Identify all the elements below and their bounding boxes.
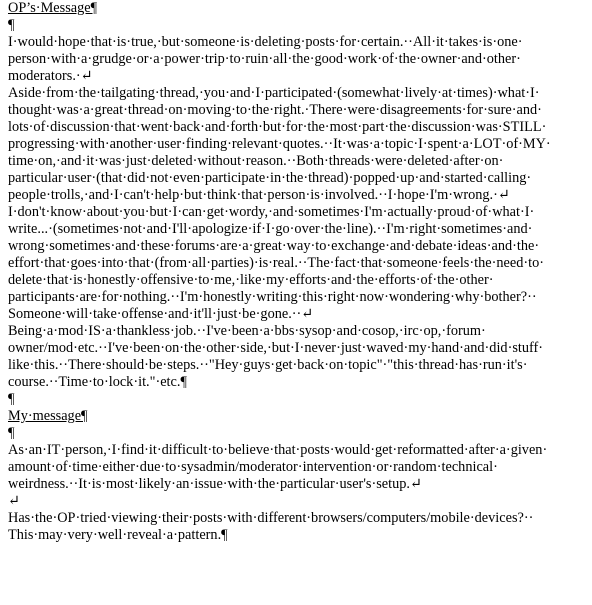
document-line: ¶ — [8, 425, 15, 441]
document-line: like·this.··There·should·be·steps.··"Hey·guys·get·back·on·topic"·"this·thread·has·run·it's· — [8, 357, 528, 373]
document-line: people·trolls,·and·I·can't·help·but·think·that·person·is·involved.··I·hope·I'm·wrong.·↵ — [8, 187, 510, 203]
document-line: wrong·sometimes·and·these·forums·are·a·great·way·to·exchange·and·debate·ideas·and·the· — [8, 238, 540, 254]
document-line: Someone·will·take·offense·and·it'll·just·be·gone.··↵ — [8, 306, 314, 322]
document-line: write...·(sometimes·not·and·I'll·apologize·if·I·go·over·the·line).··I'm·right·sometimes·and· — [8, 221, 533, 237]
my-message-heading: My·message¶ — [8, 408, 88, 424]
document-line: person·with·a·grudge·or·a·power·trip·to·ruin·all·the·good·work·of·the·owner·and·other· — [8, 51, 521, 67]
document-line: weirdness.··It·is·most·likely·an·issue·with·the·particular·user's·setup.↵ — [8, 476, 422, 492]
my-message-body — [8, 425, 588, 544]
document-line: participants·are·for·nothing.··I'm·honestly·writing·this·right·now·wondering·why·bother?·· — [8, 289, 537, 305]
document-line: lots·of·discussion·that·went·back·and·forth·but·for·the·most·part·the·discussion·was·STILL· — [8, 119, 547, 135]
document-line: effort·that·goes·into·that·(from·all·parties)·is·real.··The·fact·that·someone·feels·the·need·to· — [8, 255, 544, 271]
document-line: thought·was·a·great·thread·on·moving·to·the·right.·There·were·disagreements·for·sure·and· — [8, 102, 542, 118]
document-line: ¶ — [8, 17, 15, 33]
document-line: course.··Time·to·lock·it."·etc.¶ — [8, 374, 187, 390]
document-page[interactable] — [8, 0, 588, 544]
document-line: I·don't·know·about·you·but·I·can·get·wordy,·and·sometimes·I'm·actually·proud·of·what·I· — [8, 204, 535, 220]
document-line: ↵ — [8, 493, 20, 509]
document-line: time·on,·and·it·was·just·deleted·without·reason.··Both·threads·were·deleted·after·on· — [8, 153, 504, 169]
document-line: Aside·from·the·tailgating·thread,·you·and·I·participated·(somewhat·lively·at·times)·what·I· — [8, 85, 540, 101]
document-line: As·an·IT·person,·I·find·it·difficult·to·believe·that·posts·would·get·reformatted·after·a·given· — [8, 442, 548, 458]
document-line: owner/mod·etc.··I've·been·on·the·other·side,·but·I·never·just·waved·my·hand·and·did·stuff· — [8, 340, 544, 356]
document-line: Has·the·OP·tried·viewing·their·posts·with·different·browsers/computers/mobile·devices?·· — [8, 510, 534, 526]
document-line: This·may·very·well·reveal·a·pattern.¶ — [8, 527, 228, 543]
document-line: particular·user·(that·did·not·even·participate·in·the·thread)·popped·up·and·started·calling· — [8, 170, 532, 186]
op-message-body — [8, 17, 588, 408]
op-heading: OP’s·Message¶ — [8, 0, 98, 16]
document-line: I·would·hope·that·is·true,·but·someone·is·deleting·posts·for·certain.··All·it·takes·is·one· — [8, 34, 523, 50]
document-line: progressing·with·another·user·finding·relevant·quotes.··It·was·a·topic·I·spent·a·LOT·of·MY· — [8, 136, 551, 152]
document-line: delete·that·is·honestly·offensive·to·me,·like·my·efforts·and·the·efforts·of·the·other· — [8, 272, 494, 288]
document-line: amount·of·time·either·due·to·sysadmin/moderator·intervention·or·random·technical· — [8, 459, 498, 475]
document-line: moderators.·↵ — [8, 68, 93, 84]
document-line: ¶ — [8, 391, 15, 407]
document-line: Being·a·mod·IS·a·thankless·job.··I've·been·a·bbs·sysop·and·cosop,·irc·op,·forum· — [8, 323, 486, 339]
